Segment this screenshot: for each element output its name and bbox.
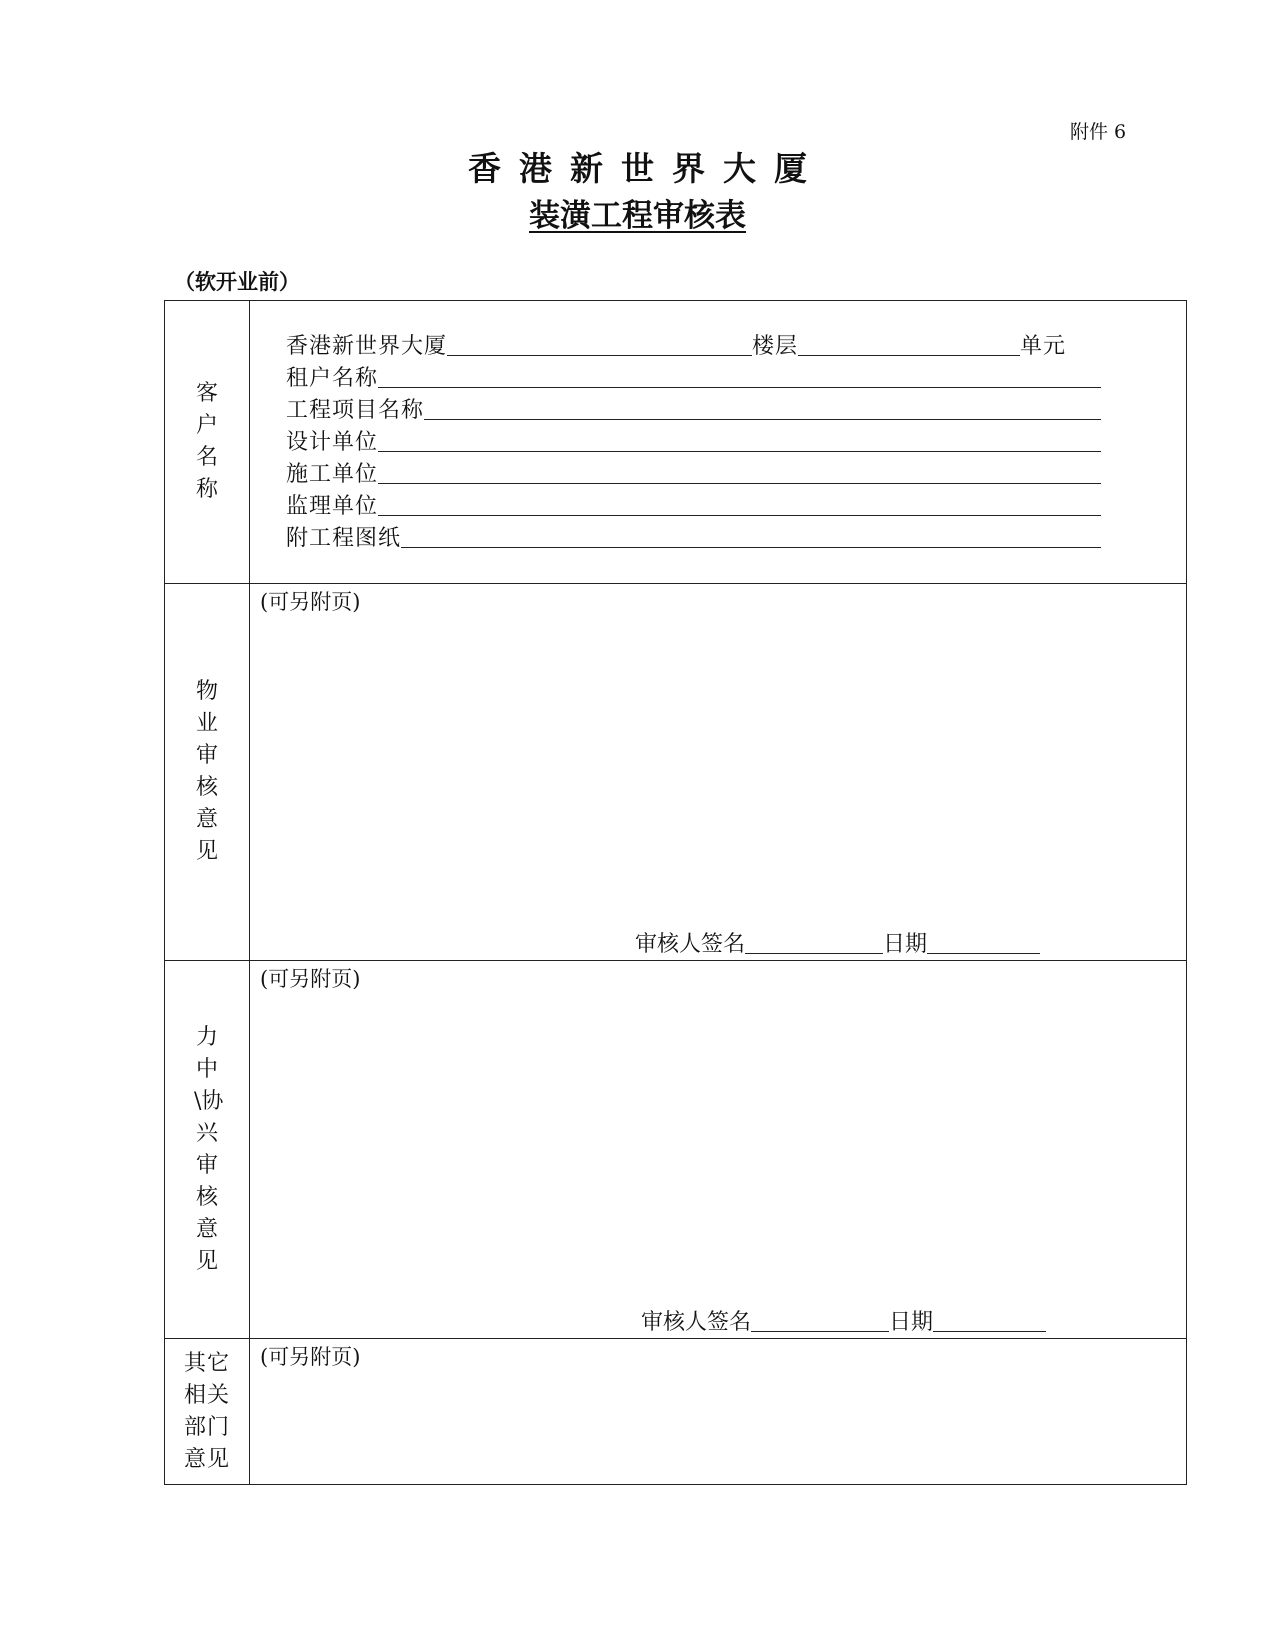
unit-label: 单元 bbox=[1020, 334, 1067, 359]
design-unit-label: 设计单位 bbox=[286, 430, 379, 455]
project-name-field bbox=[286, 392, 1101, 424]
property-attach-note: (可另附页) bbox=[260, 590, 361, 614]
customer-fields bbox=[286, 328, 1101, 552]
other-content-cell[interactable] bbox=[250, 1339, 1187, 1485]
contractor-review-row bbox=[165, 961, 1187, 1339]
design-unit-field bbox=[286, 424, 1101, 456]
building-prefix: 香港新世界大厦 bbox=[286, 334, 448, 359]
customer-label: 客户名称 bbox=[195, 381, 218, 502]
property-date-blank[interactable] bbox=[927, 931, 1040, 954]
supervision-unit-blank[interactable] bbox=[378, 493, 1101, 516]
supervision-unit-label: 监理单位 bbox=[286, 494, 379, 519]
contractor-date-label: 日期 bbox=[889, 1310, 934, 1335]
supervision-unit-field bbox=[286, 488, 1101, 520]
contractor-content-cell[interactable] bbox=[250, 961, 1187, 1339]
other-departments-row bbox=[165, 1339, 1187, 1485]
construction-unit-blank[interactable] bbox=[378, 461, 1101, 484]
annex-number: 附件 6 bbox=[1070, 121, 1127, 143]
property-label-cell bbox=[165, 584, 250, 961]
contractor-attach-note: (可另附页) bbox=[260, 967, 361, 991]
form-title-text: 装潢工程审核表 bbox=[529, 198, 746, 234]
customer-label-cell bbox=[165, 301, 250, 584]
property-content-cell[interactable] bbox=[250, 584, 1187, 961]
contractor-signer-blank[interactable] bbox=[751, 1309, 889, 1332]
property-signer-label: 审核人签名 bbox=[635, 932, 746, 957]
project-name-blank[interactable] bbox=[424, 397, 1101, 420]
drawings-label: 附工程图纸 bbox=[286, 526, 402, 551]
contractor-signer-label: 审核人签名 bbox=[641, 1310, 752, 1335]
property-signer-blank[interactable] bbox=[745, 931, 883, 954]
floor-label: 楼层 bbox=[752, 334, 799, 359]
building-blank[interactable] bbox=[447, 333, 752, 356]
property-review-row bbox=[165, 584, 1187, 961]
tenant-name-field bbox=[286, 360, 1101, 392]
form-title bbox=[0, 190, 1275, 235]
building-field bbox=[286, 328, 1101, 360]
tenant-name-label: 租户名称 bbox=[286, 366, 379, 391]
project-name-label: 工程项目名称 bbox=[286, 398, 425, 423]
property-signature bbox=[635, 927, 1040, 958]
other-attach-note: (可另附页) bbox=[260, 1345, 361, 1369]
floor-blank[interactable] bbox=[798, 333, 1020, 356]
property-date-label: 日期 bbox=[883, 932, 928, 957]
contractor-label-cell bbox=[165, 961, 250, 1339]
customer-row bbox=[165, 301, 1187, 584]
contractor-signature bbox=[641, 1305, 1046, 1336]
property-label: 物业审核意见 bbox=[195, 679, 218, 864]
customer-content-cell bbox=[250, 301, 1187, 584]
contractor-date-blank[interactable] bbox=[933, 1309, 1046, 1332]
design-unit-blank[interactable] bbox=[378, 429, 1101, 452]
construction-unit-field bbox=[286, 456, 1101, 488]
other-label-cell bbox=[165, 1339, 250, 1485]
review-form-table bbox=[164, 300, 1187, 1485]
drawings-field bbox=[286, 520, 1101, 552]
tenant-name-blank[interactable] bbox=[378, 365, 1101, 388]
construction-unit-label: 施工单位 bbox=[286, 462, 379, 487]
building-title: 香港新世界大厦 bbox=[468, 149, 825, 188]
drawings-blank[interactable] bbox=[401, 525, 1101, 548]
other-label: 其它相关部门意见 bbox=[183, 1350, 230, 1472]
contractor-label: 力中\协兴审核意见 bbox=[194, 1024, 224, 1274]
stage-note: （软开业前） bbox=[174, 269, 300, 294]
